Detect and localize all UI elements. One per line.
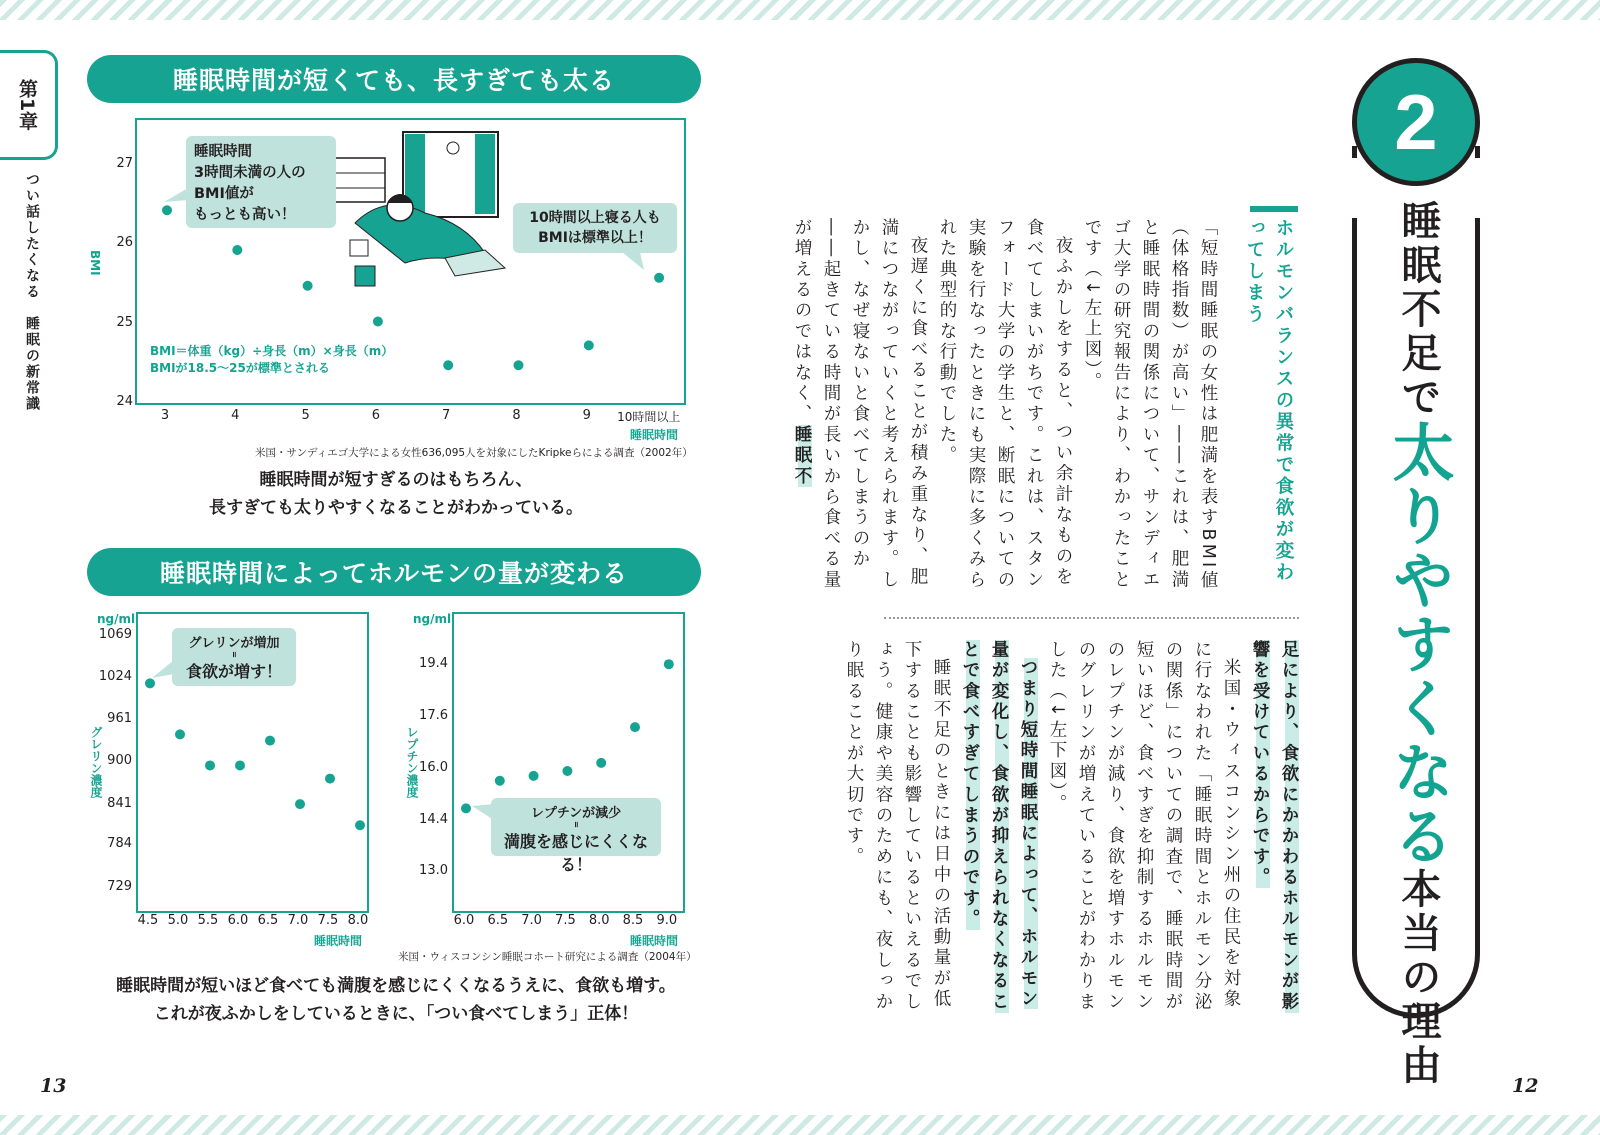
bmi-x-tick: 6 (371, 408, 381, 423)
leptin-unit: ng/ml (413, 612, 452, 626)
callout-line: 3時間未満の人の (194, 165, 306, 181)
paragraph: 「短時間睡眠の女性は肥満を表すBMI値（体格指数）が高い」――これは、肥満と睡眠時間の関係について、サンディエゴ大学の研究報告により、わかったことです（↓左上図）。 (1082, 218, 1218, 592)
bmi-data-point (373, 317, 383, 327)
leptin-callout (491, 798, 661, 874)
bmi-data-point (303, 281, 313, 291)
ghrelin-x-tick: 6.0 (227, 913, 249, 928)
formula-line: BMIが18.5～25が標準とされる (150, 361, 330, 375)
bmi-source-note: 米国・サンディエゴ大学による女性636,095人を対象にしたKripkeらによる調査（2002年） (255, 447, 693, 459)
leptin-x-tick: 6.5 (487, 913, 509, 928)
section-heading: ホルモンバランスの異常で食欲が変わってしまう (1244, 218, 1294, 584)
caption-line: これが夜ふかしをしているときに、「つい食べてしまう」正体！ (153, 1004, 639, 1024)
ghrelin-x-tick: 6.5 (257, 913, 279, 928)
ghrelin-y-tick: 841 (107, 796, 132, 811)
lower-body-text (844, 640, 1303, 1030)
leptin-data-point (664, 659, 674, 669)
chapter-subtitle: つい話したくなる 睡眠の新常識 (24, 172, 40, 412)
chapter-tab (0, 50, 58, 160)
section-divider (884, 617, 1299, 619)
bmi-short-sleep-callout (186, 136, 336, 228)
bmi-y-tick: 24 (116, 394, 133, 409)
bmi-data-point (584, 340, 594, 350)
ghrelin-data-point (325, 774, 335, 784)
ghrelin-data-point (175, 729, 185, 739)
page-number-right: 12 (1512, 1075, 1539, 1097)
ghrelin-x-tick: 4.5 (137, 913, 159, 928)
bmi-data-point (443, 360, 453, 370)
callout-line: BMIは標準以上！ (538, 230, 652, 246)
ghrelin-y-tick: 961 (107, 711, 132, 726)
title-emphasis: 太りやすくなる (1382, 420, 1455, 868)
emphasis-text: 睡眠不 (792, 425, 812, 488)
bmi-y-tick: 25 (116, 314, 133, 330)
caption-line: 長すぎても太りやすくなることがわかっている。 (209, 498, 583, 518)
callout-equals: ॥ (573, 820, 579, 829)
section1-caption (90, 466, 702, 522)
section1-banner: 睡眠時間が短くても、長すぎても太る (87, 55, 701, 103)
top-border-stripe (0, 0, 1600, 20)
bmi-x-axis-label: 睡眠時間 (630, 428, 679, 442)
callout-line: 10時間以上寝る人も (529, 210, 661, 226)
ghrelin-x-tick: 7.0 (287, 913, 309, 928)
leptin-x-tick: 7.0 (521, 913, 542, 928)
bmi-long-sleep-callout (513, 203, 677, 253)
bmi-x-tick: 3 (160, 408, 170, 423)
bmi-data-point (654, 273, 664, 283)
leptin-y-tick: 17.6 (419, 708, 448, 723)
callout-pointer (162, 186, 190, 206)
page-number-left: 13 (40, 1075, 67, 1097)
paragraph: 夜ふかしをすると、つい余計なものを食べてしまいがちです。これは、スタンフォード大学の学生と、断眠についての実験を行なったときにも実際に多くみられた典型的な行動でした。 (937, 218, 1073, 591)
section-number: 2 (1394, 77, 1438, 166)
ghrelin-y-tick: 1024 (98, 669, 132, 684)
leptin-x-axis-label: 睡眠時間 (630, 934, 679, 948)
bmi-x-tick: 9 (582, 408, 591, 423)
leptin-y-tick: 14.4 (419, 812, 448, 827)
ghrelin-data-point (235, 760, 245, 770)
leptin-x-tick: 8.0 (588, 913, 610, 928)
formula-line: BMI＝体重（kg）÷身長（m）×身長（m） (150, 344, 394, 358)
callout-line: 睡眠時間 (194, 144, 252, 160)
leptin-y-axis-label: レプチン濃度 (405, 726, 419, 798)
callout-pointer (470, 800, 496, 822)
ghrelin-y-tick: 1069 (98, 627, 132, 642)
title-part1: 睡眠不足で (1395, 200, 1441, 420)
ghrelin-x-tick: 7.5 (317, 913, 339, 928)
ghrelin-callout (172, 628, 296, 686)
emphasis-text: つまり短時間睡眠によって、ホルモン量が変化し、食欲が抑えられなくなることで食べすぎてしまうのです。 (960, 640, 1038, 1013)
ghrelin-data-point (265, 736, 275, 746)
ghrelin-y-tick: 784 (107, 836, 132, 851)
leptin-x-tick: 7.5 (555, 913, 576, 928)
callout-line: BMI値が (194, 186, 254, 202)
title-part2: 本当の理由 (1395, 868, 1441, 1088)
heading-marker (1250, 206, 1298, 212)
leptin-x-tick: 6.0 (453, 913, 475, 928)
ghrelin-y-tick: 729 (107, 879, 132, 894)
section-number-badge (1352, 58, 1480, 186)
paragraph: 睡眠不足のときには日中の活動量が低下することも影響しているといえるでしょう。健康や美容のためにも、夜しっかり眠ることが大切です。 (844, 640, 951, 1013)
bmi-data-point (514, 360, 524, 370)
leptin-y-tick: 19.4 (419, 656, 448, 671)
bmi-x-tick: 7 (442, 408, 451, 423)
upper-body-text (792, 218, 1222, 598)
ghrelin-y-axis-label: グレリン濃度 (89, 726, 103, 798)
ghrelin-x-tick: 8.0 (347, 913, 369, 928)
leptin-data-point (562, 766, 572, 776)
ghrelin-data-point (355, 820, 365, 830)
leptin-data-point (529, 771, 539, 781)
emphasis-text: 足により、食欲にかかわるホルモンが影響を受けているからです。 (1250, 640, 1299, 1013)
leptin-y-tick: 16.0 (419, 760, 448, 775)
bmi-data-point (162, 205, 172, 215)
bmi-y-axis-label: BMI (88, 250, 102, 276)
page-title (1382, 200, 1455, 1088)
callout-pointer (150, 660, 176, 682)
section2-banner: 睡眠時間によってホルモンの量が変わる (87, 548, 701, 596)
leptin-y-tick: 13.0 (419, 863, 448, 878)
chapter-label: 第1章 (16, 79, 38, 131)
callout-equals: ॥ (231, 650, 237, 659)
caption-line: 睡眠時間が短すぎるのはもちろん、 (259, 470, 533, 490)
callout-line: グレリンが増加 (188, 636, 280, 651)
bmi-x-tick: 4 (231, 408, 240, 423)
leptin-data-point (596, 758, 606, 768)
ghrelin-data-point (205, 760, 215, 770)
callout-line: もっとも高い！ (194, 207, 296, 223)
bmi-data-point (232, 245, 242, 255)
ghrelin-x-tick: 5.5 (197, 913, 219, 928)
ghrelin-x-tick: 5.0 (167, 913, 189, 928)
hormone-source-note: 米国・ウィスコンシン睡眠コホート研究による調査（2004年） (398, 951, 697, 963)
ghrelin-x-axis-label: 睡眠時間 (314, 934, 363, 948)
ghrelin-data-point (295, 799, 305, 809)
ghrelin-y-tick: 900 (107, 753, 132, 768)
bmi-y-tick: 26 (116, 235, 133, 250)
leptin-x-tick: 8.5 (622, 913, 644, 928)
section2-caption (40, 972, 752, 1028)
paragraph: 米国・ウィスコンシン州の住民を対象に行なわれた「睡眠時間とホルモン分泌の関係」についての調査で、睡眠時間が短いほど、食べすぎを抑制するホルモンのレプチンが減り、食欲を増すホルモンのグレリンが増えていることがわかりました（↓左下図）。 (1047, 640, 1241, 1013)
callout-line: 満腹を感じにくくなる！ (503, 832, 648, 874)
bottom-border-stripe (0, 1115, 1600, 1135)
bmi-x-tick: 8 (512, 408, 521, 423)
callout-line: 食欲が増す！ (185, 662, 282, 681)
callout-pointer (620, 252, 646, 272)
caption-line: 睡眠時間が短いほど食べても満腹を感じにくくなるうえに、食欲も増す。 (116, 976, 676, 996)
bmi-x-tick: 10時間以上 (617, 410, 681, 424)
bmi-y-tick: 27 (116, 155, 133, 171)
paragraph: 夜遅くに食べることが積み重なり、肥満につながっていくと考えられます。しかし、なぜ寝ないと食べてしまうのか――起きている時間が長いから食べる量が増えるのではなく、 (792, 218, 928, 591)
leptin-data-point (495, 776, 505, 786)
leptin-data-point (630, 722, 640, 732)
ghrelin-unit: ng/ml (97, 612, 136, 626)
bmi-formula-note (150, 343, 393, 377)
bmi-x-tick: 5 (301, 408, 310, 423)
callout-line: レプチンが減少 (530, 806, 622, 821)
leptin-x-tick: 9.0 (656, 913, 678, 928)
sleeping-woman-illustration (325, 128, 515, 293)
